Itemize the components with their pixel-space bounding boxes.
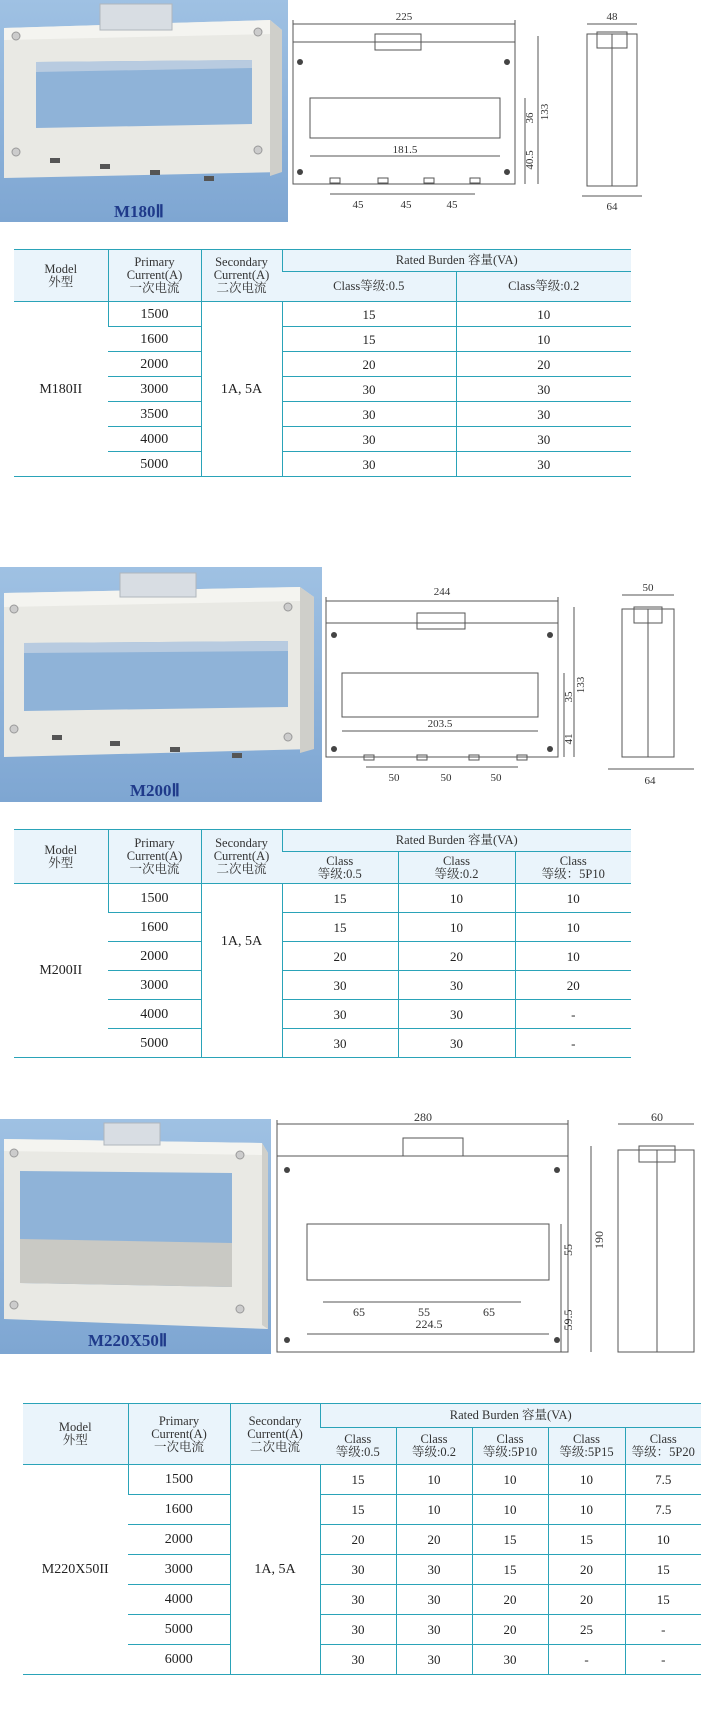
burden-cell: 10 (396, 1495, 472, 1525)
product-photo-m220x50 (0, 1119, 271, 1354)
primary-current-cell: 2000 (128, 1525, 230, 1555)
burden-cell: - (625, 1645, 701, 1675)
header-rated-burden: Rated Burden 容量(VA) (320, 1404, 701, 1428)
burden-cell: 30 (320, 1645, 396, 1675)
dim-window-width: 181.5 (392, 144, 418, 156)
burden-cell: 20 (515, 971, 631, 1000)
dim-window-height: 35 (563, 691, 575, 703)
burden-cell: 15 (625, 1555, 701, 1585)
dim-width: 225 (395, 11, 413, 23)
dim-pitch: 45 (352, 199, 364, 211)
burden-cell: 30 (456, 402, 631, 427)
burden-cell: 30 (282, 427, 456, 452)
primary-current-cell: 3000 (108, 377, 201, 402)
header-class: Class 等级：5P20 (625, 1428, 701, 1465)
primary-current-cell: 3000 (108, 971, 201, 1000)
dim-bottom-offset: 40.5 (524, 150, 536, 170)
burden-cell: 10 (515, 942, 631, 971)
burden-cell: 30 (456, 377, 631, 402)
dim-height: 133 (539, 103, 551, 121)
primary-current-cell: 5000 (128, 1615, 230, 1645)
burden-cell: 20 (548, 1555, 625, 1585)
burden-cell: - (548, 1645, 625, 1675)
burden-cell: 30 (282, 971, 398, 1000)
dim-pitch: 45 (400, 199, 412, 211)
primary-current-cell: 3000 (128, 1555, 230, 1585)
product-photo-m180 (0, 0, 288, 222)
header-rated-burden: Rated Burden 容量(VA) (282, 830, 631, 852)
burden-cell: - (625, 1615, 701, 1645)
spec-table-m220x50 (23, 1403, 701, 1675)
dim-depth: 50 (642, 582, 654, 594)
burden-cell: 30 (320, 1615, 396, 1645)
burden-cell: 30 (320, 1555, 396, 1585)
burden-cell: 20 (282, 942, 398, 971)
header-model: Model 外型 (23, 1404, 128, 1465)
dim-pitch: 50 (440, 772, 452, 784)
burden-cell: 15 (282, 913, 398, 942)
burden-cell: 10 (515, 884, 631, 913)
dim-pitch: 45 (446, 199, 458, 211)
primary-current-cell: 1600 (108, 327, 201, 352)
burden-cell: 30 (282, 402, 456, 427)
spec-table-m180 (14, 249, 631, 477)
model-label: M200Ⅱ (130, 781, 180, 800)
primary-current-cell: 2000 (108, 942, 201, 971)
burden-cell: 20 (396, 1525, 472, 1555)
primary-current-cell: 1600 (108, 913, 201, 942)
burden-cell: 20 (282, 352, 456, 377)
burden-cell: 30 (398, 1000, 515, 1029)
dim-width: 280 (414, 1110, 432, 1124)
primary-current-cell: 1600 (128, 1495, 230, 1525)
primary-current-cell: 5000 (108, 452, 201, 477)
burden-cell: 30 (396, 1645, 472, 1675)
burden-cell: 30 (282, 1029, 398, 1058)
dim-pitch: 65 (353, 1305, 365, 1319)
burden-cell: 30 (398, 971, 515, 1000)
burden-cell: 30 (282, 452, 456, 477)
burden-cell: 30 (282, 377, 456, 402)
header-class: Class 等级:0.5 (282, 852, 398, 884)
dim-bottom-offset: 59.5 (561, 1309, 575, 1331)
model-cell: M200II (14, 884, 108, 1058)
burden-cell: 15 (320, 1465, 396, 1495)
burden-cell: 10 (515, 913, 631, 942)
header-class: Class等级:0.2 (456, 272, 631, 302)
dim-width: 244 (433, 586, 451, 598)
burden-cell: 20 (398, 942, 515, 971)
dim-height: 133 (575, 676, 587, 694)
primary-current-cell: 2000 (108, 352, 201, 377)
burden-cell: 20 (320, 1525, 396, 1555)
secondary-current-cell: 1A, 5A (230, 1465, 320, 1675)
primary-current-cell: 4000 (108, 427, 201, 452)
burden-cell: 30 (472, 1645, 548, 1675)
dim-depth: 48 (606, 11, 618, 23)
header-class: Class 等级:5P10 (472, 1428, 548, 1465)
burden-cell: 15 (320, 1495, 396, 1525)
burden-cell: 10 (398, 884, 515, 913)
burden-cell: 15 (282, 884, 398, 913)
burden-cell: 10 (625, 1525, 701, 1555)
burden-cell: 30 (396, 1615, 472, 1645)
dim-base: 64 (606, 201, 618, 213)
header-primary: Primary Current(A) 一次电流 (108, 250, 201, 302)
header-secondary: Secondary Current(A) 二次电流 (201, 830, 282, 884)
burden-cell: 15 (548, 1525, 625, 1555)
secondary-current-cell: 1A, 5A (201, 884, 282, 1000)
burden-cell: - (515, 1029, 631, 1058)
burden-cell: 30 (396, 1585, 472, 1615)
primary-current-cell: 4000 (128, 1585, 230, 1615)
dim-bottom-offset: 41 (563, 733, 575, 745)
burden-cell: 30 (456, 427, 631, 452)
header-class: Class 等级:0.5 (320, 1428, 396, 1465)
burden-cell: 7.5 (625, 1465, 701, 1495)
model-label: M220X50Ⅱ (88, 1331, 168, 1350)
primary-current-cell: 5000 (108, 1029, 201, 1058)
header-class: Class 等级:0.2 (398, 852, 515, 884)
dim-window-height: 36 (524, 112, 536, 124)
primary-current-cell: 4000 (108, 1000, 201, 1029)
header-rated-burden: Rated Burden 容量(VA) (282, 250, 631, 272)
burden-cell: 15 (625, 1585, 701, 1615)
burden-cell: 10 (548, 1465, 625, 1495)
burden-cell: 15 (472, 1555, 548, 1585)
spec-table-m200 (14, 829, 631, 1058)
dim-pitch: 50 (490, 772, 502, 784)
primary-current-cell: 6000 (128, 1645, 230, 1675)
primary-current-cell: 3500 (108, 402, 201, 427)
header-primary: Primary Current(A) 一次电流 (108, 830, 201, 884)
burden-cell: 10 (396, 1465, 472, 1495)
burden-cell: - (515, 1000, 631, 1029)
burden-cell: 15 (282, 327, 456, 352)
burden-cell: 30 (320, 1585, 396, 1615)
header-class: Class 等级:5P15 (548, 1428, 625, 1465)
burden-cell: 20 (472, 1585, 548, 1615)
header-model: Model 外型 (14, 830, 108, 884)
model-label: M180Ⅱ (114, 202, 164, 221)
dim-pitch: 65 (483, 1305, 495, 1319)
burden-cell: 30 (396, 1555, 472, 1585)
burden-cell: 30 (456, 452, 631, 477)
dim-window-height: 55 (561, 1244, 575, 1256)
header-model: Model 外型 (14, 250, 108, 302)
header-secondary: Secondary Current(A) 二次电流 (230, 1404, 320, 1465)
burden-cell: 30 (398, 1029, 515, 1058)
burden-cell: 20 (456, 352, 631, 377)
dim-pitch: 55 (418, 1305, 430, 1319)
header-secondary: Secondary Current(A) 二次电流 (201, 250, 282, 302)
burden-cell: 10 (398, 913, 515, 942)
dim-height: 190 (592, 1231, 606, 1249)
header-primary: Primary Current(A) 一次电流 (128, 1404, 230, 1465)
dimension-drawing-m180 (290, 0, 720, 222)
burden-cell: 15 (472, 1525, 548, 1555)
dim-pitch: 50 (388, 772, 400, 784)
burden-cell: 30 (282, 1000, 398, 1029)
dim-window-width: 203.5 (427, 718, 453, 730)
header-class: Class 等级:0.2 (396, 1428, 472, 1465)
dimension-drawing-m200 (322, 567, 720, 802)
burden-cell: 15 (282, 302, 456, 327)
burden-cell: 20 (548, 1585, 625, 1615)
product-photo-m200 (0, 567, 322, 802)
dimension-drawing-m220x50 (271, 1110, 720, 1360)
primary-current-cell: 1500 (108, 884, 201, 913)
dim-base: 64 (644, 775, 656, 787)
burden-cell: 10 (472, 1465, 548, 1495)
primary-current-cell: 1500 (128, 1465, 230, 1495)
model-cell: M220X50II (23, 1465, 128, 1675)
secondary-current-cell: 1A, 5A (201, 302, 282, 477)
header-class: Class 等级：5P10 (515, 852, 631, 884)
dim-window-width: 224.5 (415, 1317, 443, 1331)
burden-cell: 7.5 (625, 1495, 701, 1525)
burden-cell: 10 (456, 327, 631, 352)
dim-depth: 60 (651, 1110, 663, 1124)
burden-cell: 10 (456, 302, 631, 327)
burden-cell: 10 (548, 1495, 625, 1525)
burden-cell: 10 (472, 1495, 548, 1525)
primary-current-cell: 1500 (108, 302, 201, 327)
model-cell: M180II (14, 302, 108, 477)
header-class: Class等级:0.5 (282, 272, 456, 302)
burden-cell: 25 (548, 1615, 625, 1645)
burden-cell: 20 (472, 1615, 548, 1645)
